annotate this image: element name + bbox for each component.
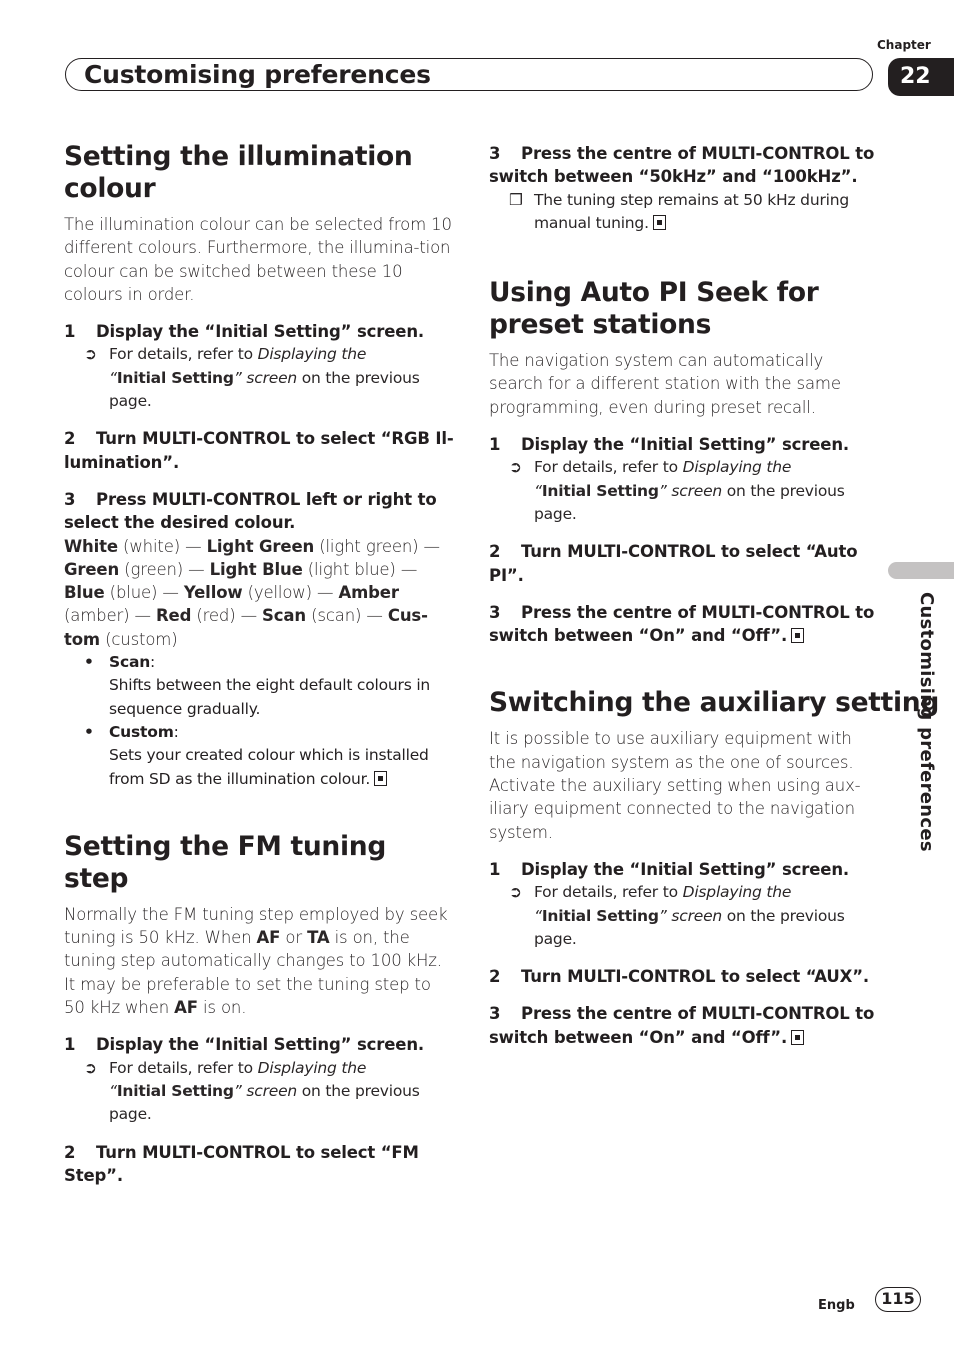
fm-step-2: 2 Turn MULTI-CONTROL to select “FM Step”. <box>64 1142 419 1185</box>
colour-list: White (white) — Light Green (light green) — Green (green) — Light Blue (light blue) — Blue (blue) — Yellow (yellow) — Amber (amber) — Red (red) — Scan (scan) — Cus-tom (custom) <box>64 536 440 649</box>
end-of-section-icon <box>374 771 387 786</box>
auxiliary-step-3: 3 Press the centre of MULTI-CONTROL to switch between “On” and “Off”. <box>489 1004 875 1047</box>
bullet-icon: • <box>84 653 94 672</box>
auto-pi-step-1: 1 Display the “Initial Setting” screen. <box>489 435 850 455</box>
illumination-step-3: 3 Press MULTI-CONTROL left or right to select the desired colour. <box>64 489 437 533</box>
auto-pi-intro: The navigation system can automatically search for a different station with the same programming, even during preset recall. <box>489 351 841 417</box>
auxiliary-heading: Switching the auxiliary setting <box>489 687 940 719</box>
side-tab-bar <box>888 562 954 579</box>
side-tab-label: Customising preferences <box>916 592 937 852</box>
fm-step-heading: Setting the FM tuning step <box>64 830 386 894</box>
chapter-number: 22 <box>888 58 954 96</box>
illumination-step-1: 1 Display the “Initial Setting” screen. <box>64 322 425 342</box>
auto-pi-step-3: 3 Press the centre of MULTI-CONTROL to switch between “On” and “Off”. <box>489 602 875 646</box>
bullet-custom: • Custom: Sets your created colour which is installed from SD as the illumination colour. <box>84 722 429 788</box>
arrow-icon: ➲ <box>84 1058 97 1077</box>
fm-step-intro: Normally the FM tuning step employed by seek tuning is 50 kHz. When AF or TA is on, the tuning step automatically changes to 100 kHz. It may be preferable to set the tuning step to 50 kHz when AF is on. <box>64 904 448 1018</box>
auxiliary-step-2: 2 Turn MULTI-CONTROL to select “AUX”. <box>489 967 870 987</box>
auto-pi-step-2: 2 Turn MULTI-CONTROL to select “Auto PI”. <box>489 542 858 585</box>
language-code: Engb <box>818 1298 855 1313</box>
end-of-section-icon <box>791 628 804 643</box>
page-number: 115 <box>875 1287 921 1312</box>
end-of-section-icon <box>653 215 666 230</box>
arrow-icon: ➲ <box>509 458 522 477</box>
section-title: Customising preferences <box>84 60 431 89</box>
left-column <box>64 140 456 1187</box>
auxiliary-ref-note: ➲ For details, refer to Displaying the “Initial Setting” screen on the previous page. <box>509 883 845 948</box>
bullet-icon: • <box>84 722 94 741</box>
auto-pi-heading: Using Auto PI Seek for preset stations <box>489 277 819 341</box>
illumination-heading: Setting the illumination colour <box>64 141 413 204</box>
end-of-section-icon <box>791 1030 804 1045</box>
auxiliary-intro: It is possible to use auxiliary equipment with the navigation system as the one of sources. Activate the auxiliary setting when using aux-iliary equipment connected to the navigation system. <box>489 729 861 842</box>
illumination-ref-note: ➲ For details, refer to Displaying the “Initial Setting” screen on the previous page. <box>84 345 420 411</box>
fm-step-3: 3 Press the centre of MULTI-CONTROL to switch between “50kHz” and “100kHz”. <box>489 144 875 187</box>
illumination-step-2: 2 Turn MULTI-CONTROL to select “RGB Il-lumination”. <box>64 429 454 472</box>
arrow-icon: ➲ <box>509 883 522 902</box>
fm-ref-note: ➲ For details, refer to Displaying the “Initial Setting” screen on the previous page. <box>84 1058 420 1124</box>
chapter-label: Chapter <box>877 38 931 52</box>
fm-step-1: 1 Display the “Initial Setting” screen. <box>64 1035 425 1055</box>
bullet-scan: • Scan: Shifts between the eight default colours in sequence gradually. <box>84 653 431 718</box>
illumination-intro: The illumination colour can be selected from 10 different colours. Furthermore, the illumina-tion colour can be switched between these 10 colours in order. <box>64 215 452 304</box>
arrow-icon: ➲ <box>84 345 97 364</box>
auxiliary-step-1: 1 Display the “Initial Setting” screen. <box>489 859 850 879</box>
fm-step-note: ❒ The tuning step remains at 50 kHz during manual tuning. <box>509 190 849 232</box>
auto-pi-ref-note: ➲ For details, refer to Displaying the “Initial Setting” screen on the previous page. <box>509 458 845 523</box>
note-box-icon: ❒ <box>509 190 523 209</box>
